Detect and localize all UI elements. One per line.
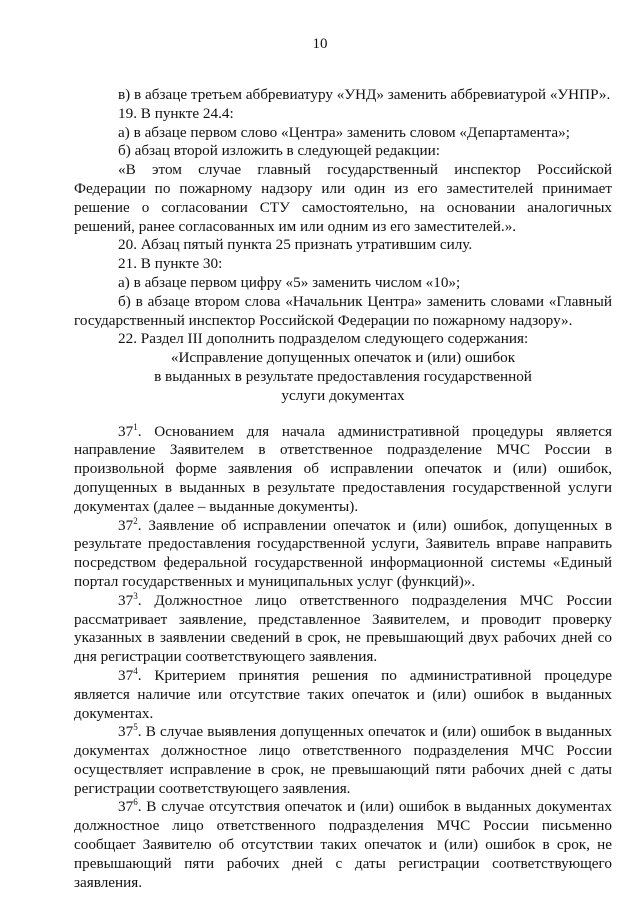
paragraph: 19. В пункте 24.4: xyxy=(118,104,234,122)
section-number: 37 xyxy=(118,723,134,741)
section-number-superscript: 6 xyxy=(133,797,138,808)
section-number: 37 xyxy=(118,798,134,816)
section-number: 37 xyxy=(118,516,134,534)
section-number: 37 xyxy=(118,591,134,609)
subsection-title-line: в выданных в результате предоставления государственной xyxy=(154,367,532,385)
paragraph: б) абзац второй изложить в следующей редакции: xyxy=(118,142,440,160)
section-number-superscript: 2 xyxy=(133,515,138,526)
section-text: . В случае отсутствия опечаток и (или) ошибок в выданных документах должностное лицо ответственного подразделения МЧС России письменно сообщает Заявителю об отсутствии таких опечаток и (или) ошибок в срок, не превышающий пяти рабочих дней с даты регистрации соответствующего заявления. xyxy=(74,798,612,891)
section-number-superscript: 3 xyxy=(133,590,138,601)
section-paragraph xyxy=(74,517,612,592)
paragraph: 20. Абзац пятый пункта 25 признать утратившим силу. xyxy=(118,236,473,254)
section-text: . Должностное лицо ответственного подразделения МЧС России рассматривает заявление, представленное Заявителем, и проводит проверку указанных в заявлении сведений в срок, не превышающий двух рабочих дней со дня регистрации соответствующего заявления. xyxy=(74,591,612,666)
document-body xyxy=(74,86,612,892)
section-text: . Заявление об исправлении опечаток и (или) ошибок, допущенных в результате предоставления государственной услуги, Заявитель вправе направить посредством федеральной государственной информационной системы «Единый портал государственных и муниципальных услуг (функций)». xyxy=(74,516,612,590)
section-text: . Основанием для начала административной процедуры является направление Заявителем в ответственное подразделение МЧС России в произвольной форме заявления об исправлении опечаток и (или) ошибок, допущенных в выданных в результате предоставления государственной услуги документах (далее – выданные документы). xyxy=(74,422,612,515)
section-number: 37 xyxy=(118,422,134,440)
paragraph: 21. В пункте 30: xyxy=(118,255,223,273)
section-number-superscript: 5 xyxy=(133,722,138,733)
paragraph: а) в абзаце первом цифру «5» заменить числом «10»; xyxy=(118,273,461,291)
subsection-title-line: услуги документах xyxy=(281,386,405,404)
paragraph: б) в абзаце втором слова «Начальник Центра» заменить словами «Главный государственный инспектор Российской Федерации по пожарному надзору». xyxy=(74,292,612,329)
section-paragraph xyxy=(74,798,612,892)
section-paragraph xyxy=(74,667,612,723)
section-text: . В случае выявления допущенных опечаток и (или) ошибок в выданных документах должностное лицо ответственного подразделения МЧС России осуществляет исправление в срок, не превышающий пяти рабочих дней с даты регистрации соответствующего заявления. xyxy=(74,723,612,797)
section-text: . Критерием принятия решения по административной процедуре является наличие или отсутствие таких опечаток и (или) ошибок в выданных документах. xyxy=(74,666,612,722)
section-paragraph xyxy=(74,723,612,798)
paragraph: а) в абзаце первом слово «Центра» заменить словом «Департамента»; xyxy=(118,123,570,141)
page-number: 10 xyxy=(312,36,328,52)
section-paragraph xyxy=(74,592,612,667)
paragraph: 22. Раздел III дополнить подразделом следующего содержания: xyxy=(118,330,529,348)
paragraph: в) в абзаце третьем аббревиатуру «УНД» заменить аббревиатурой «УНПР». xyxy=(118,86,611,103)
section-number: 37 xyxy=(118,666,134,684)
section-number-superscript: 4 xyxy=(133,665,138,676)
paragraph: «В этом случае главный государственный инспектор Российской Федерации по пожарному надзору или один из его заместителей принимает решение о согласовании СТУ самостоятельно, на основании аналогичных решений, ранее согласованных им или одним из его заместителей.». xyxy=(74,161,612,235)
section-paragraph xyxy=(74,423,612,517)
section-number-superscript: 1 xyxy=(133,421,138,432)
subsection-title-line: «Исправление допущенных опечаток и (или) ошибок xyxy=(170,349,516,367)
